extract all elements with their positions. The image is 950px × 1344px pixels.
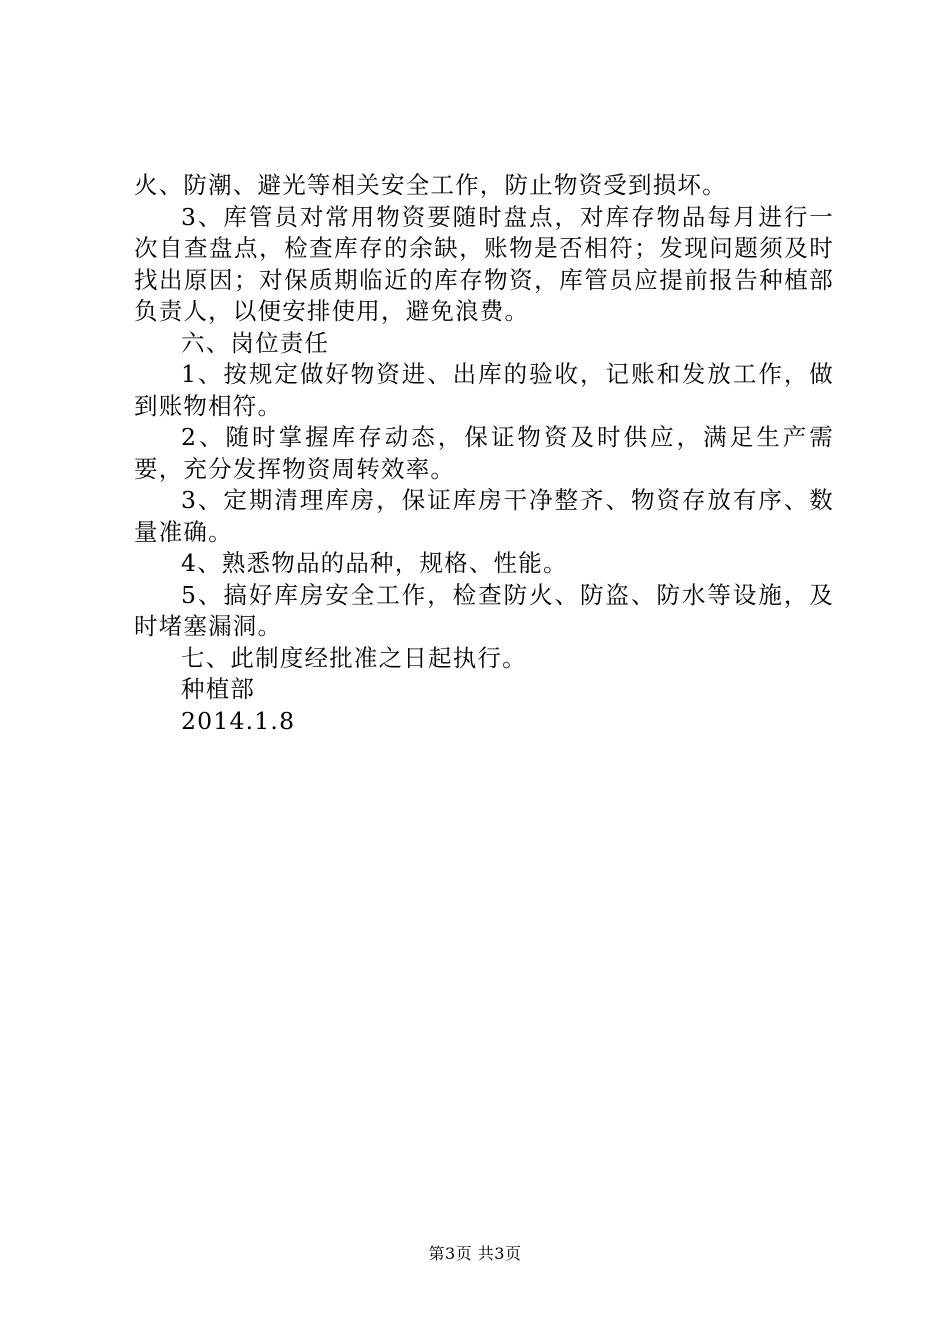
paragraph-duty-3: 3、定期清理库房，保证库房干净整齐、物资存放有序、数量准确。 xyxy=(134,486,834,546)
signature-date: 2014.1.8 xyxy=(181,706,296,735)
paragraph-inventory-check: 3、库管员对常用物资要随时盘点，对库存物品每月进行一次自查盘点，检查库存的余缺，账物是否相符；发现问题须及时找出原因；对保质期临近的库存物资，库管员应提前报告种植部负责人，以便安排使用，避免浪费。 xyxy=(134,202,834,325)
paragraph-duty-4: 4、熟悉物品的品种，规格、性能。 xyxy=(181,549,568,577)
section-heading-effective: 七、此制度经批准之日起执行。 xyxy=(181,643,527,672)
document-body xyxy=(134,170,834,737)
signature-department: 种植部 xyxy=(181,675,256,703)
paragraph-continued: 火、防潮、避光等相关安全工作，防止物资受到损坏。 xyxy=(134,171,727,199)
page-number-footer: 第3页 共3页 xyxy=(428,1244,522,1263)
section-heading-job-duties: 六、岗位责任 xyxy=(181,328,330,357)
paragraph-duty-5: 5、搞好库房安全工作，检查防火、防盗、防水等设施，及时堵塞漏洞。 xyxy=(134,580,834,640)
paragraph-duty-2: 2、随时掌握库存动态，保证物资及时供应，满足生产需要，充分发挥物资周转效率。 xyxy=(134,423,834,483)
paragraph-duty-1: 1、按规定做好物资进、出库的验收，记账和发放工作，做到账物相符。 xyxy=(134,360,834,420)
